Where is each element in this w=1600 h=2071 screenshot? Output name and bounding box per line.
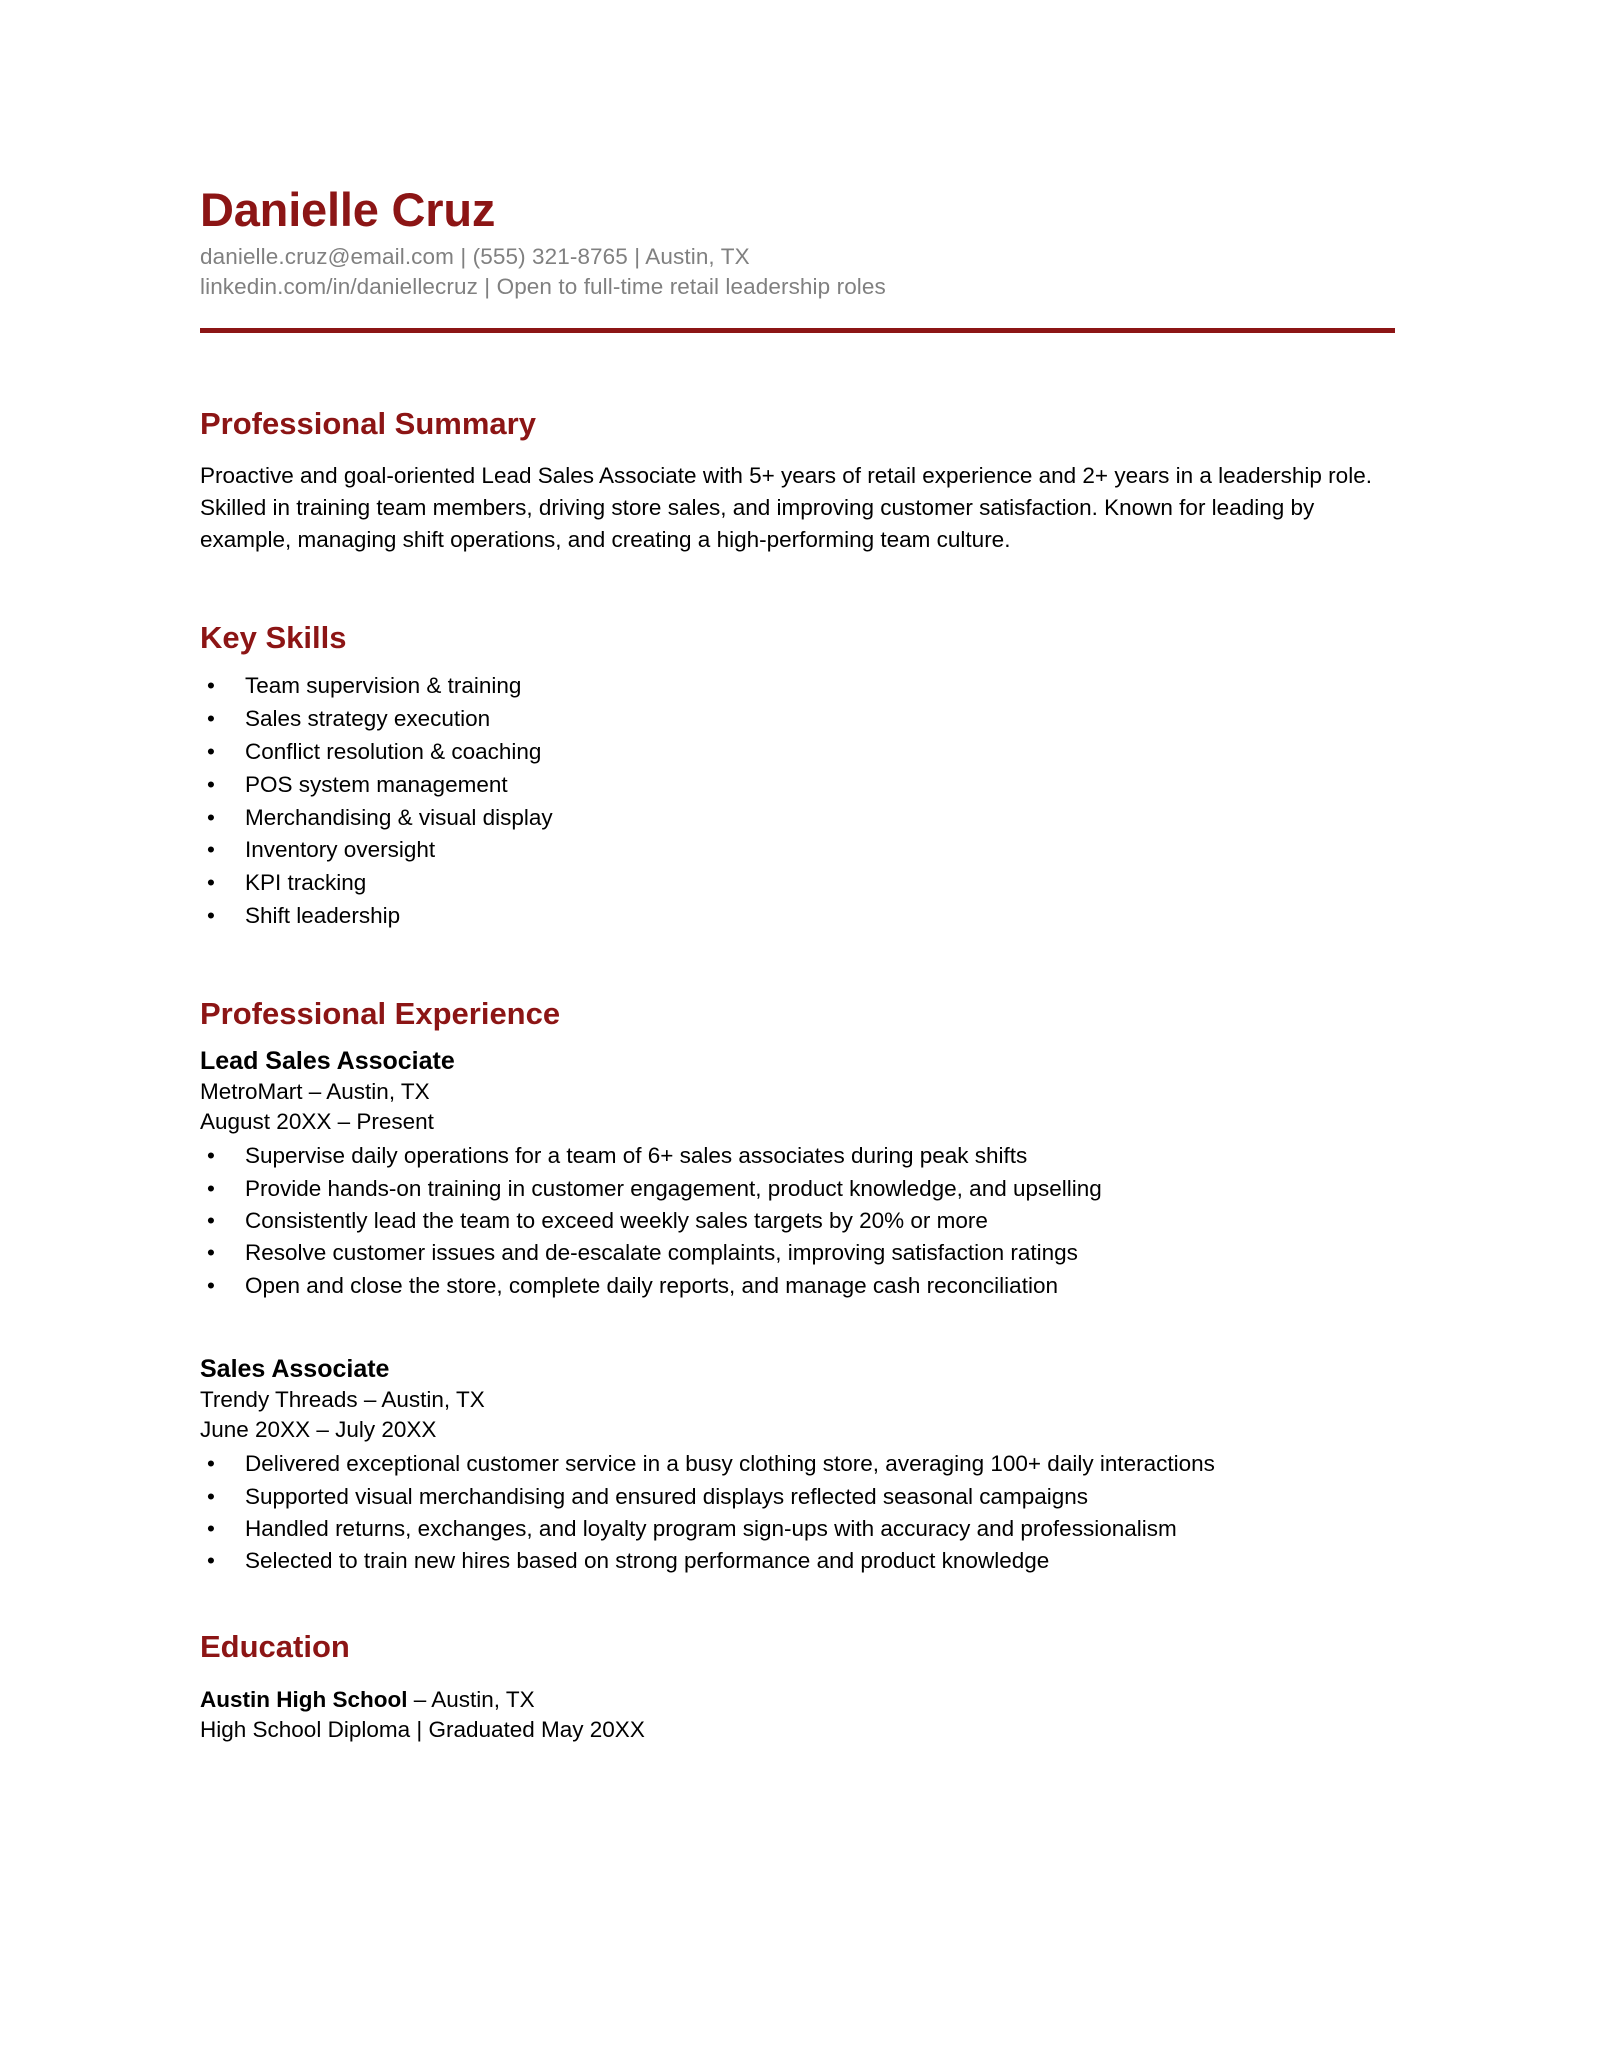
list-item [200, 1513, 1400, 1545]
list-item [200, 1481, 1400, 1513]
bullet-icon: • [207, 903, 215, 929]
resume-header [200, 185, 1400, 333]
bullet-icon: • [207, 1548, 215, 1574]
list-item [200, 1448, 1400, 1480]
bullet-icon: • [207, 804, 215, 830]
job-bullet-text: Supervise daily operations for a team of 6+ sales associates during peak shifts [245, 1143, 1028, 1169]
job-bullet-text: Provide hands-on training in customer engagement, product knowledge, and upselling [245, 1175, 1102, 1201]
skill-label: Sales strategy execution [245, 706, 491, 732]
bullet-icon: • [207, 673, 215, 699]
section-key-skills [200, 619, 1400, 933]
list-item [200, 867, 1400, 900]
list-item [200, 1237, 1400, 1269]
job-title: Sales Associate [200, 1355, 390, 1384]
section-heading-education: Education [200, 1628, 350, 1664]
list-item [200, 769, 1400, 802]
education-degree-line: High School Diploma | Graduated May 20XX [200, 1717, 645, 1743]
job-bullet-text: Handled returns, exchanges, and loyalty program sign-ups with accuracy and professionalism [245, 1516, 1177, 1542]
list-item [200, 736, 1400, 769]
candidate-name: Danielle Cruz [200, 183, 496, 236]
bullet-icon: • [207, 771, 215, 797]
list-item [200, 1173, 1400, 1205]
education-school-name: Austin High School [200, 1687, 408, 1713]
experience-entry [200, 1354, 1400, 1578]
job-bullet-text: Supported visual merchandising and ensured displays reflected seasonal campaigns [245, 1483, 1089, 1509]
job-employer: MetroMart – Austin, TX [200, 1079, 430, 1105]
bullet-icon: • [207, 1516, 215, 1542]
list-item [200, 834, 1400, 867]
job-bullet-text: Selected to train new hires based on strong performance and product knowledge [245, 1548, 1050, 1574]
skill-label: POS system management [245, 771, 508, 797]
resume-content [200, 185, 1400, 1745]
contact-line-primary: danielle.cruz@email.com | (555) 321-8765 | Austin, TX [200, 243, 750, 269]
bullet-icon: • [207, 1240, 215, 1266]
bullet-icon: • [207, 706, 215, 732]
bullet-icon: • [207, 1483, 215, 1509]
job-title: Lead Sales Associate [200, 1047, 455, 1076]
list-item [200, 703, 1400, 736]
job-dates: August 20XX – Present [200, 1109, 434, 1135]
job-bullet-text: Open and close the store, complete daily reports, and manage cash reconciliation [245, 1272, 1058, 1298]
list-item [200, 670, 1400, 703]
job-bullet-list [200, 1448, 1400, 1578]
job-bullet-text: Consistently lead the team to exceed weekly sales targets by 20% or more [245, 1208, 988, 1234]
bullet-icon: • [207, 1272, 215, 1298]
education-school-line [200, 1685, 1400, 1715]
list-item [200, 900, 1400, 933]
job-bullet-list [200, 1140, 1400, 1302]
list-item [200, 802, 1400, 835]
experience-entry [200, 1046, 1400, 1302]
education-school-location: – Austin, TX [407, 1687, 535, 1713]
bullet-icon: • [207, 1208, 215, 1234]
job-bullet-text: Delivered exceptional customer service in a busy clothing store, averaging 100+ daily interactions [245, 1451, 1215, 1477]
bullet-icon: • [207, 870, 215, 896]
job-employer: Trendy Threads – Austin, TX [200, 1387, 485, 1413]
skill-label: Team supervision & training [245, 673, 522, 699]
section-professional-experience [200, 995, 1400, 1578]
skills-list [200, 670, 1400, 933]
section-heading-skills: Key Skills [200, 620, 347, 656]
section-heading-summary: Professional Summary [200, 406, 536, 442]
summary-paragraph: Proactive and goal-oriented Lead Sales Associate with 5+ years of retail experience and 2+ years in a leadership role. Skilled in training team members, driving store sales, and improving customer satisfaction. Known for leading by example, managing shift operations, and creating a high-performing team culture. [200, 463, 1372, 553]
bullet-icon: • [207, 837, 215, 863]
list-item [200, 1270, 1400, 1302]
list-item [200, 1205, 1400, 1237]
contact-line-secondary: linkedin.com/in/daniellecruz | Open to full-time retail leadership roles [200, 273, 886, 299]
section-heading-experience: Professional Experience [200, 995, 561, 1031]
education-entry [200, 1685, 1400, 1745]
list-item [200, 1140, 1400, 1172]
job-bullet-text: Resolve customer issues and de-escalate complaints, improving satisfaction ratings [245, 1240, 1078, 1266]
section-professional-summary [200, 405, 1400, 556]
skill-label: Conflict resolution & coaching [245, 738, 542, 764]
job-dates: June 20XX – July 20XX [200, 1417, 437, 1443]
skill-label: Inventory oversight [245, 837, 436, 863]
bullet-icon: • [207, 1175, 215, 1201]
bullet-icon: • [207, 1143, 215, 1169]
skill-label: Merchandising & visual display [245, 804, 553, 830]
section-education [200, 1628, 1400, 1745]
bullet-icon: • [207, 738, 215, 764]
skill-label: KPI tracking [245, 870, 367, 896]
bullet-icon: • [207, 1451, 215, 1477]
list-item [200, 1545, 1400, 1577]
skill-label: Shift leadership [245, 903, 401, 929]
header-divider [200, 328, 1395, 333]
